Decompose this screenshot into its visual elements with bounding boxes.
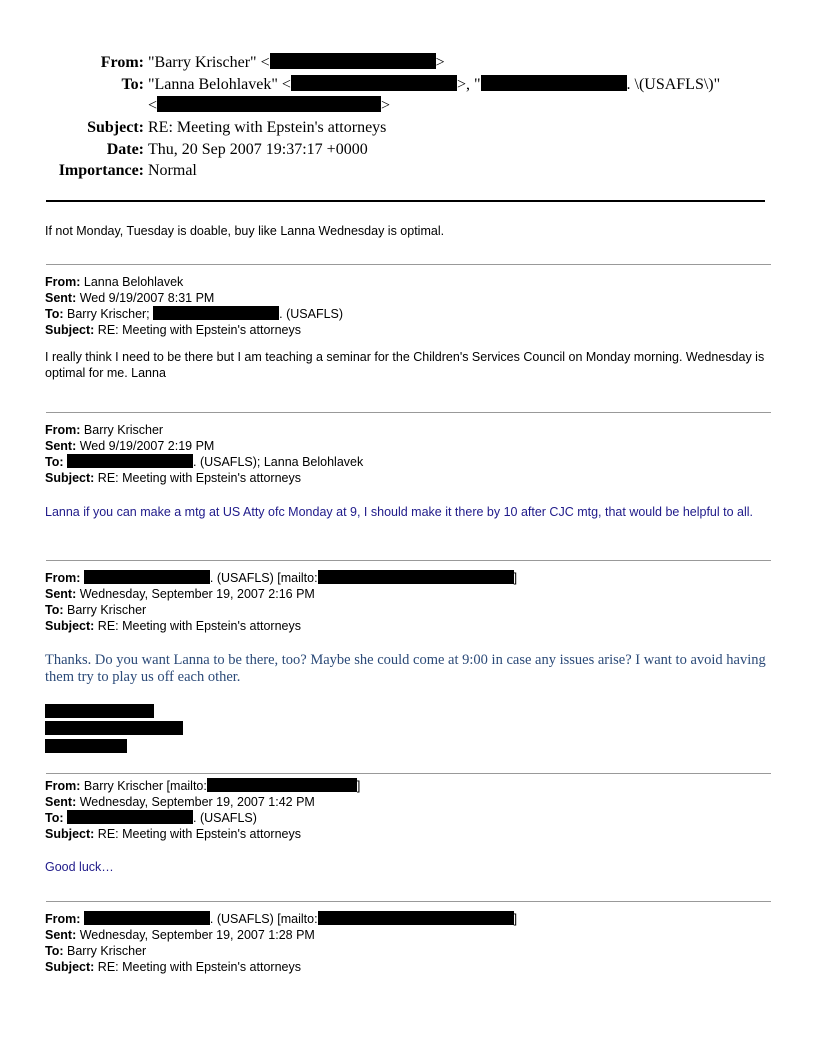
header-to-row-cont: < > xyxy=(148,97,391,115)
subject-label: Subject: xyxy=(87,119,144,137)
redaction-box xyxy=(84,911,210,925)
message-divider xyxy=(46,901,771,902)
to-label: To: xyxy=(121,75,144,93)
quoted-message: From: . (USAFLS) [mailto: ] Sent: Wednesday, September 19, 2007 1:28 PM To: Barry Krischer Subject: RE: Meeting with Epstein's attorneys xyxy=(45,912,518,974)
header-to-row: To: "Lanna Belohlavek" < >, " . \(USAFLS\)" xyxy=(0,74,816,96)
body-intro: If not Monday, Tuesday is doable, buy like Lanna Wednesday is optimal. xyxy=(45,224,445,238)
from-label: From: xyxy=(100,54,144,71)
redaction-box xyxy=(318,911,514,925)
quoted-message: From: . (USAFLS) [mailto: ] Sent: Wednesday, September 19, 2007 2:16 PM To: Barry Krischer Subject: RE: Meeting with Epstein's attorneys Thanks. Do you want Lanna to be there, too? Maybe she could come at 9:00 in case any issues arise? I want to avoid having them try to play us off each other. xyxy=(45,570,775,686)
message-body: Lanna if you can make a mtg at US Atty ofc Monday at 9, I should make it there by 10 after CJC mtg, that would be helpful to all. xyxy=(45,505,754,519)
message-divider xyxy=(46,412,771,413)
header-subject-row xyxy=(0,117,816,139)
quoted-message: From: Lanna Belohlavek Sent: Wed 9/19/2007 8:31 PM To: Barry Krischer; . (USAFLS) Subject: RE: Meeting with Epstein's attorneys I really think I need to be there but I am teaching a seminar for the Children's Services Council on Monday morning. Wednesday is optimal for me. Lanna xyxy=(45,274,775,381)
redacted-signature xyxy=(45,721,183,735)
redaction-box xyxy=(481,75,627,91)
header-importance-row xyxy=(0,160,816,182)
redaction-box xyxy=(270,53,436,69)
redacted-signature xyxy=(45,704,154,718)
redaction-box xyxy=(157,96,381,112)
message-body: I really think I need to be there but I am teaching a seminar for the Children's Services Council on Monday morning. Wednesday is optimal for me. Lanna xyxy=(45,350,765,380)
message-body: Good luck… xyxy=(45,860,114,874)
to-value: "Lanna Belohlavek" < xyxy=(148,75,291,93)
redaction-box xyxy=(67,810,193,824)
message-divider xyxy=(46,264,771,265)
redacted-signature xyxy=(45,739,127,753)
date-label: Date: xyxy=(106,140,144,158)
importance-label: Importance: xyxy=(58,162,144,180)
message-divider xyxy=(46,773,771,774)
quoted-message: From: Barry Krischer Sent: Wed 9/19/2007 2:19 PM To: . (USAFLS); Lanna Belohlavek Subject: RE: Meeting with Epstein's attorneys Lanna if you can make a mtg at US Atty ofc Monday at 9, I should make it there by 10 after CJC mtg, that would be helpful to all. xyxy=(45,422,775,520)
message-body: Thanks. Do you want Lanna to be there, too? Maybe she could come at 9:00 in case any issues arise? I want to avoid having them try to play us off each other. xyxy=(45,652,766,685)
header-divider xyxy=(46,200,765,202)
header-date-row xyxy=(0,139,816,161)
redaction-box xyxy=(291,75,457,91)
subject-value: RE: Meeting with Epstein's attorneys xyxy=(148,119,387,137)
email-header xyxy=(0,52,816,182)
from-value: "Barry Krischer" < xyxy=(148,54,270,71)
date-value: Thu, 20 Sep 2007 19:37:17 +0000 xyxy=(148,140,368,158)
header-from-row: From: "Barry Krischer" < > xyxy=(0,52,816,74)
redaction-box xyxy=(153,306,279,320)
importance-value: Normal xyxy=(148,162,197,180)
redaction-box xyxy=(84,570,210,584)
message-divider xyxy=(46,560,771,561)
redaction-box xyxy=(67,454,193,468)
quoted-message: From: Barry Krischer [mailto: ] Sent: Wednesday, September 19, 2007 1:42 PM To: . (USAFLS) Subject: RE: Meeting with Epstein's attorneys Good luck… xyxy=(45,778,775,875)
redaction-box xyxy=(318,570,514,584)
redaction-box xyxy=(207,778,357,792)
